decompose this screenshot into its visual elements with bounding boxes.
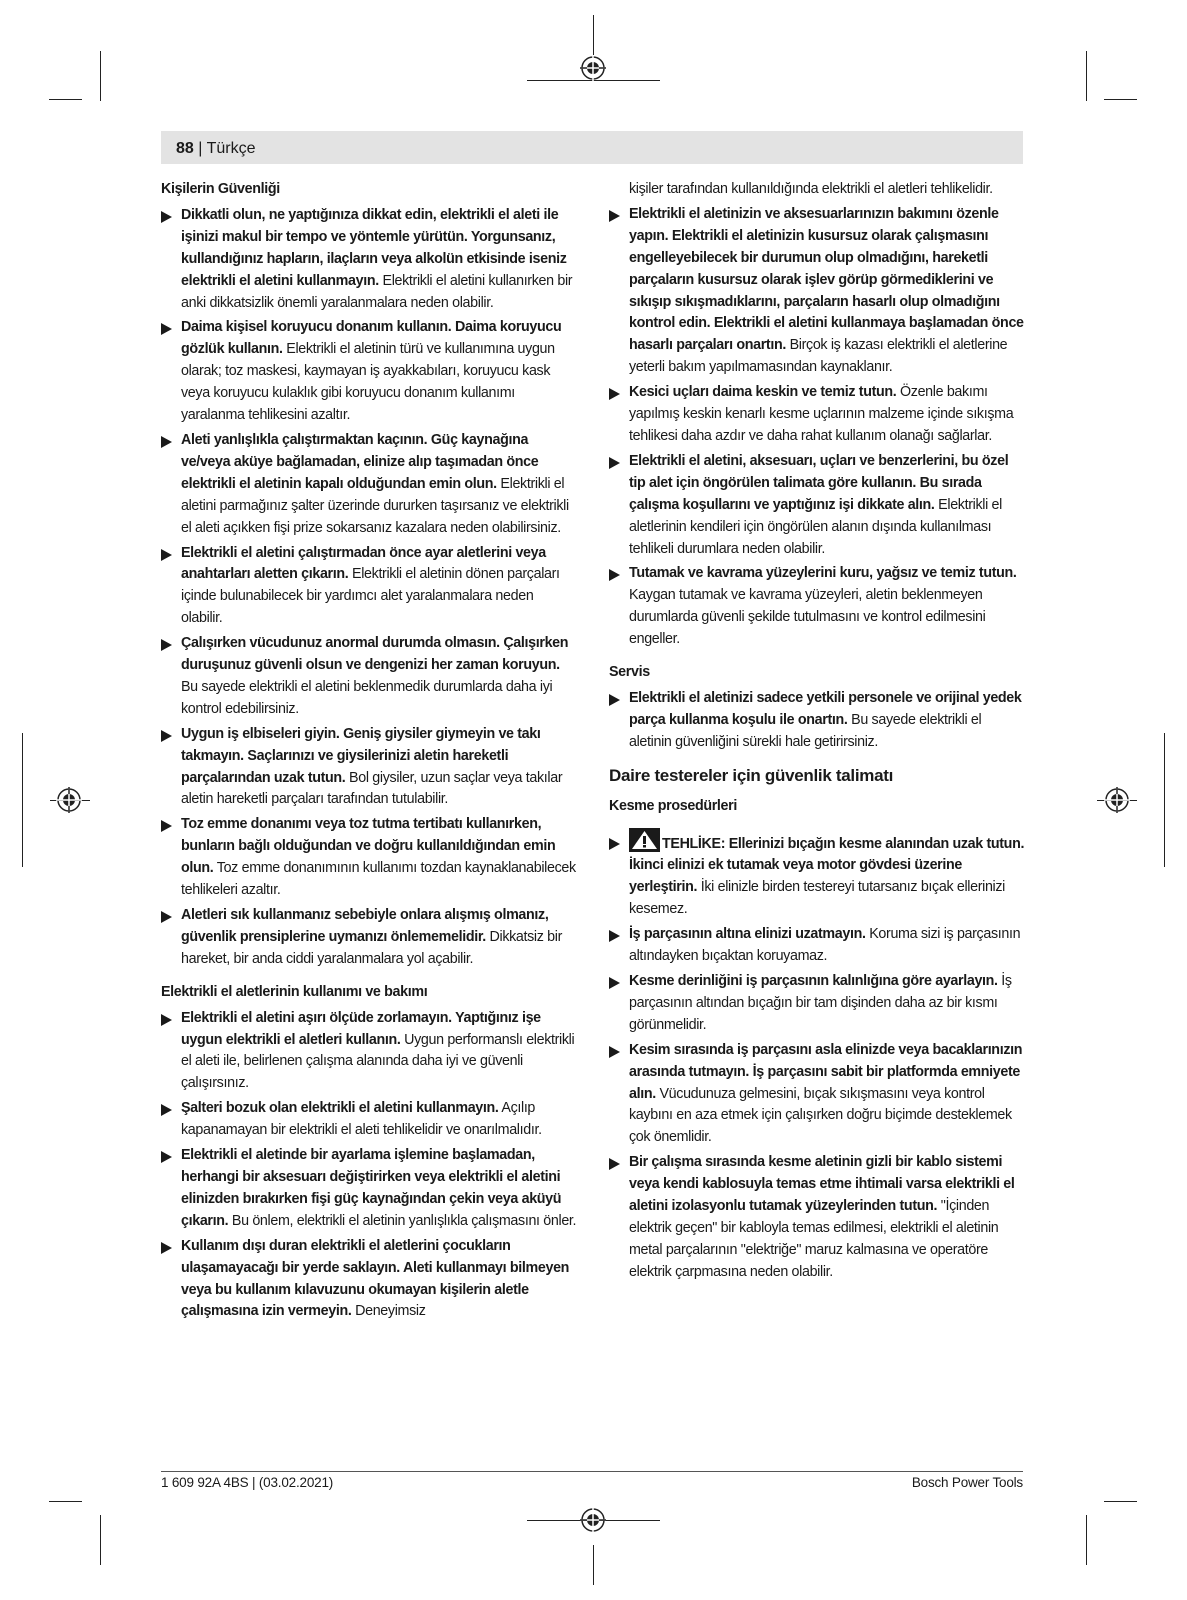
bullet-triangle-icon bbox=[609, 569, 620, 581]
bullet-triangle-icon bbox=[609, 694, 620, 706]
footer-brand: Bosch Power Tools bbox=[911, 1475, 1023, 1490]
bullet-triangle-icon bbox=[161, 820, 172, 832]
crop-mark bbox=[1104, 1501, 1137, 1502]
list-item: Elektrikli el aletinizi sadece yetkili personele ve orijinal yedek parça kullanma koşulu ile onartın. Bu sayede elektrikli el aletinin güvenliğini sürekli hale getirirsiniz. bbox=[609, 688, 1027, 754]
list-item: Çalışırken vücudunuz anormal durumda olmasın. Çalışırken duruşunuz güvenli olsun ve dengenizi her zaman koruyun. Bu sayede elektrikli el aletini beklenmedik durumlarda daha iyi kontrol edebilirsiniz. bbox=[161, 633, 577, 721]
crop-mark bbox=[1104, 99, 1137, 100]
list-item: Elektrikli el aletinizin ve aksesuarlarınızın bakımını özenle yapın. Elektrikli el aletinizin kusursuz olarak çalışmasını engelleyebilecek bir durumun olup olmadığını, hareketli parçaların kusursuz olarak işlev görüp görmediklerini ve sıkışıp sıkışmadıklarını, parçaların hasarlı olup olmadığını kontrol edin. Elektrikli el aletini kullanmaya başlamadan önce hasarlı parçaları onartın. Birçok iş kazası elektrikli el aletlerine yeterli bakım yapılmamasından kaynaklanır. bbox=[609, 204, 1027, 379]
bullet-triangle-icon bbox=[161, 211, 172, 223]
list-item: TEHLİKE: Ellerinizi bıçağın kesme alanından uzak tutun. İkinci elinizi ek tutamak veya motor gövdesi üzerine yerleştirin. İki elinizle birden testereyi tutarsanız bıçak ellerinizi kesemez. bbox=[609, 828, 1027, 922]
bullet-triangle-icon bbox=[609, 977, 620, 989]
crop-mark bbox=[49, 99, 82, 100]
crop-mark bbox=[593, 1545, 594, 1585]
page-number: 88 bbox=[176, 140, 194, 157]
list-item: İş parçasının altına elinizi uzatmayın. Koruma sizi iş parçasının altındayken bıçaktan koruyamaz. bbox=[609, 924, 1027, 968]
crosshair-registration-icon bbox=[1104, 787, 1130, 813]
crop-mark bbox=[22, 733, 23, 867]
bullet-triangle-icon bbox=[609, 1046, 620, 1058]
bullet-triangle-icon bbox=[161, 323, 172, 335]
list-item: Dikkatli olun, ne yaptığınıza dikkat edin, elektrikli el aleti ile işinizi makul bir tempo ve yöntemle yürütün. Yorgunsanız, kullandığınız hapların, ilaçların veya alkolün etkisinde iseniz elektrikli el aletini kullanmayın. Elektrikli el aletini kullanırken bir anki dikkatsizlik önemli yaralanmalara neden olabilir. bbox=[161, 205, 577, 315]
bullet-triangle-icon bbox=[161, 436, 172, 448]
list-item: Elektrikli el aletini çalıştırmadan önce ayar aletlerini veya anahtarları aletten çıkarın. Elektrikli el aletinin dönen parçaları içinde bulunabilecek bir yardımcı alet yaralanmalara neden olabilir. bbox=[161, 543, 577, 631]
bullet-triangle-icon bbox=[161, 639, 172, 651]
list-item: Uygun iş elbiseleri giyin. Geniş giysiler giymeyin ve takı takmayın. Saçlarınızı ve giysilerinizi aletin hareketli parçalarından uzak tutun. Bol giysiler, uzun saçlar veya takılar aletin hareketli parçaları tarafından tutulabilir. bbox=[161, 724, 577, 812]
list-item: Şalteri bozuk olan elektrikli el aletini kullanmayın. Açılıp kapanamayan bir elektrikli el aleti tehlikelidir ve onarılmalıdır. bbox=[161, 1098, 577, 1142]
section-title: Kesme prosedürleri bbox=[609, 797, 737, 814]
bullet-triangle-icon bbox=[609, 838, 620, 850]
page-language: Türkçe bbox=[206, 140, 256, 157]
section-heading: Daire testereler için güvenlik talimatı bbox=[609, 765, 894, 785]
bullet-triangle-icon bbox=[609, 930, 620, 942]
bullet-triangle-icon bbox=[609, 457, 620, 469]
crosshair-registration-icon bbox=[580, 55, 606, 81]
continued-paragraph: kişiler tarafından kullanıldığında elektrikli el aletleri tehlikelidir. bbox=[629, 181, 993, 197]
bullet-triangle-icon bbox=[609, 388, 620, 400]
bullet-triangle-icon bbox=[161, 1242, 172, 1254]
left-column bbox=[161, 179, 577, 1326]
list-item: Daima kişisel koruyucu donanım kullanın. Daima koruyucu gözlük kullanın. Elektrikli el aletinin türü ve kullanımına uygun olarak; toz maskesi, kaymayan iş ayakkabıları, koruyucu kask veya koruyucu kulaklık gibi koruyucu donanım kullanımı yaralanma tehlikesini azaltır. bbox=[161, 317, 577, 427]
section-title: Kişilerin Güvenliği bbox=[161, 181, 280, 197]
list-item: Kullanım dışı duran elektrikli el aletlerini çocukların ulaşamayacağı bir yerde saklayın. Aleti kullanmayı bilmeyen veya bu kullanım kılavuzunu okumayan kişilerin aletle çalışmasına izin vermeyin. Deneyimsiz bbox=[161, 1236, 577, 1324]
bullet-triangle-icon bbox=[161, 1014, 172, 1026]
bullet-triangle-icon bbox=[161, 911, 172, 923]
list-item: Elektrikli el aletini aşırı ölçüde zorlamayın. Yaptığınız işe uygun elektrikli el aletleri kullanın. Uygun performanslı elektrikli el aleti ile, belirlenen çalışma alanında daha iyi ve güvenli çalışırsınız. bbox=[161, 1008, 577, 1096]
bullet-triangle-icon bbox=[609, 1158, 620, 1170]
list-item: Elektrikli el aletini, aksesuarı, uçları ve benzerlerini, bu özel tip alet için öngörülen talimata göre kullanın. Bu sırada çalışma koşullarını ve yaptığınız işi dikkate alın. Elektrikli el aletlerinin kendileri için öngörülen alanın dışında kullanılması tehlikeli durumlara neden olabilir. bbox=[609, 451, 1027, 561]
section-title: Elektrikli el aletlerinin kullanımı ve bakımı bbox=[161, 983, 428, 1000]
list-item: Toz emme donanımı veya toz tutma tertibatı kullanırken, bunların bağlı olduğundan ve doğru kullanıldığından emin olun. Toz emme donanımının kullanımı tozdan kaynaklanabilecek tehlikeleri azaltır. bbox=[161, 814, 577, 902]
page-header-bar bbox=[161, 131, 1023, 164]
list-item: Kesme derinliğini iş parçasının kalınlığına göre ayarlayın. İş parçasının altından bıçağın bir tam dişinden daha az bir kısmı görünmelidir. bbox=[609, 971, 1027, 1037]
crop-mark bbox=[1164, 733, 1165, 867]
bullet-triangle-icon bbox=[161, 730, 172, 742]
footer-document-id: 1 609 92A 4BS | (03.02.2021) bbox=[161, 1475, 334, 1490]
bullet-triangle-icon bbox=[609, 210, 620, 222]
bullet-triangle-icon bbox=[161, 1104, 172, 1116]
section-title: Servis bbox=[609, 664, 650, 681]
crop-mark bbox=[100, 51, 101, 101]
crop-mark bbox=[49, 1501, 82, 1502]
crop-mark bbox=[100, 1515, 101, 1565]
page-header: 88 | Türkçe bbox=[176, 140, 256, 157]
crop-mark bbox=[1086, 1515, 1087, 1565]
bullet-triangle-icon bbox=[161, 549, 172, 561]
right-column bbox=[609, 179, 1027, 1287]
crosshair-registration-icon bbox=[580, 1507, 606, 1533]
list-item: Kesim sırasında iş parçasını asla elinizde veya bacaklarınızın arasında tutmayın. İş parçasını sabit bir platformda emniyete alın. Vücudunuza gelmesini, bıçak sıkışmasını veya kontrol kaybını en aza etmek için çalışırken doğru biçimde desteklemek çok önemlidir. bbox=[609, 1040, 1027, 1150]
list-item: Aletleri sık kullanmanız sebebiyle onlara alışmış olmanız, güvenlik prensiplerine uymanızı önlememelidir. Dikkatsiz bir hareket, bir anda ciddi yaralanmalara yol açabilir. bbox=[161, 905, 577, 971]
list-item: Bir çalışma sırasında kesme aletinin gizli bir kablo sistemi veya kendi kablosuyla temas etme ihtimali varsa elektrikli el aletini izolasyonlu tutamak yüzeylerinden tutun. "İçinden elektrik geçen" bir kabloyla temas edilmesi, elektrikli el aletinin metal parçalarının "elektriğe" maruz kalmasına ve operatöre elektrik çarpmasına neden olabilir. bbox=[609, 1152, 1027, 1283]
warning-triangle-icon bbox=[629, 828, 660, 852]
crop-mark bbox=[593, 15, 594, 55]
bullet-triangle-icon bbox=[161, 1151, 172, 1163]
list-item: Kesici uçları daima keskin ve temiz tutun. Özenle bakımı yapılmış keskin kenarlı kesme uçlarının malzeme içinde sıkışma tehlikesi daha azdır ve daha rahat kullanım olanağı sağlarlar. bbox=[609, 382, 1027, 448]
list-item: Elektrikli el aletinde bir ayarlama işlemine başlamadan, herhangi bir aksesuarı değiştirirken veya elektrikli el aletini elinizden bırakırken fişi güç kaynağından çekin veya aküyü çıkarın. Bu önlem, elektrikli el aletinin yanlışlıkla çalışmasını önler. bbox=[161, 1145, 577, 1233]
list-item: Tutamak ve kavrama yüzeylerini kuru, yağsız ve temiz tutun. Kaygan tutamak ve kavrama yüzeyleri, aletin beklenmeyen durumlarda güvenli şekilde tutulmasını ve kontrol edilmesini engeller. bbox=[609, 563, 1027, 651]
crosshair-registration-icon bbox=[56, 787, 82, 813]
crop-mark bbox=[1086, 51, 1087, 101]
list-item: Aleti yanlışlıkla çalıştırmaktan kaçının. Güç kaynağına ve/veya aküye bağlamadan, elinize alıp taşımadan önce elektrikli el aletinin kapalı olduğundan emin olun. Elektrikli el aletini parmağınız şalter üzerinde dururken taşırsanız ve elektrikli el aleti açıkken fişi prize sokarsanız kazalara neden olabilirsiniz. bbox=[161, 430, 577, 540]
footer-rule bbox=[161, 1471, 1023, 1472]
